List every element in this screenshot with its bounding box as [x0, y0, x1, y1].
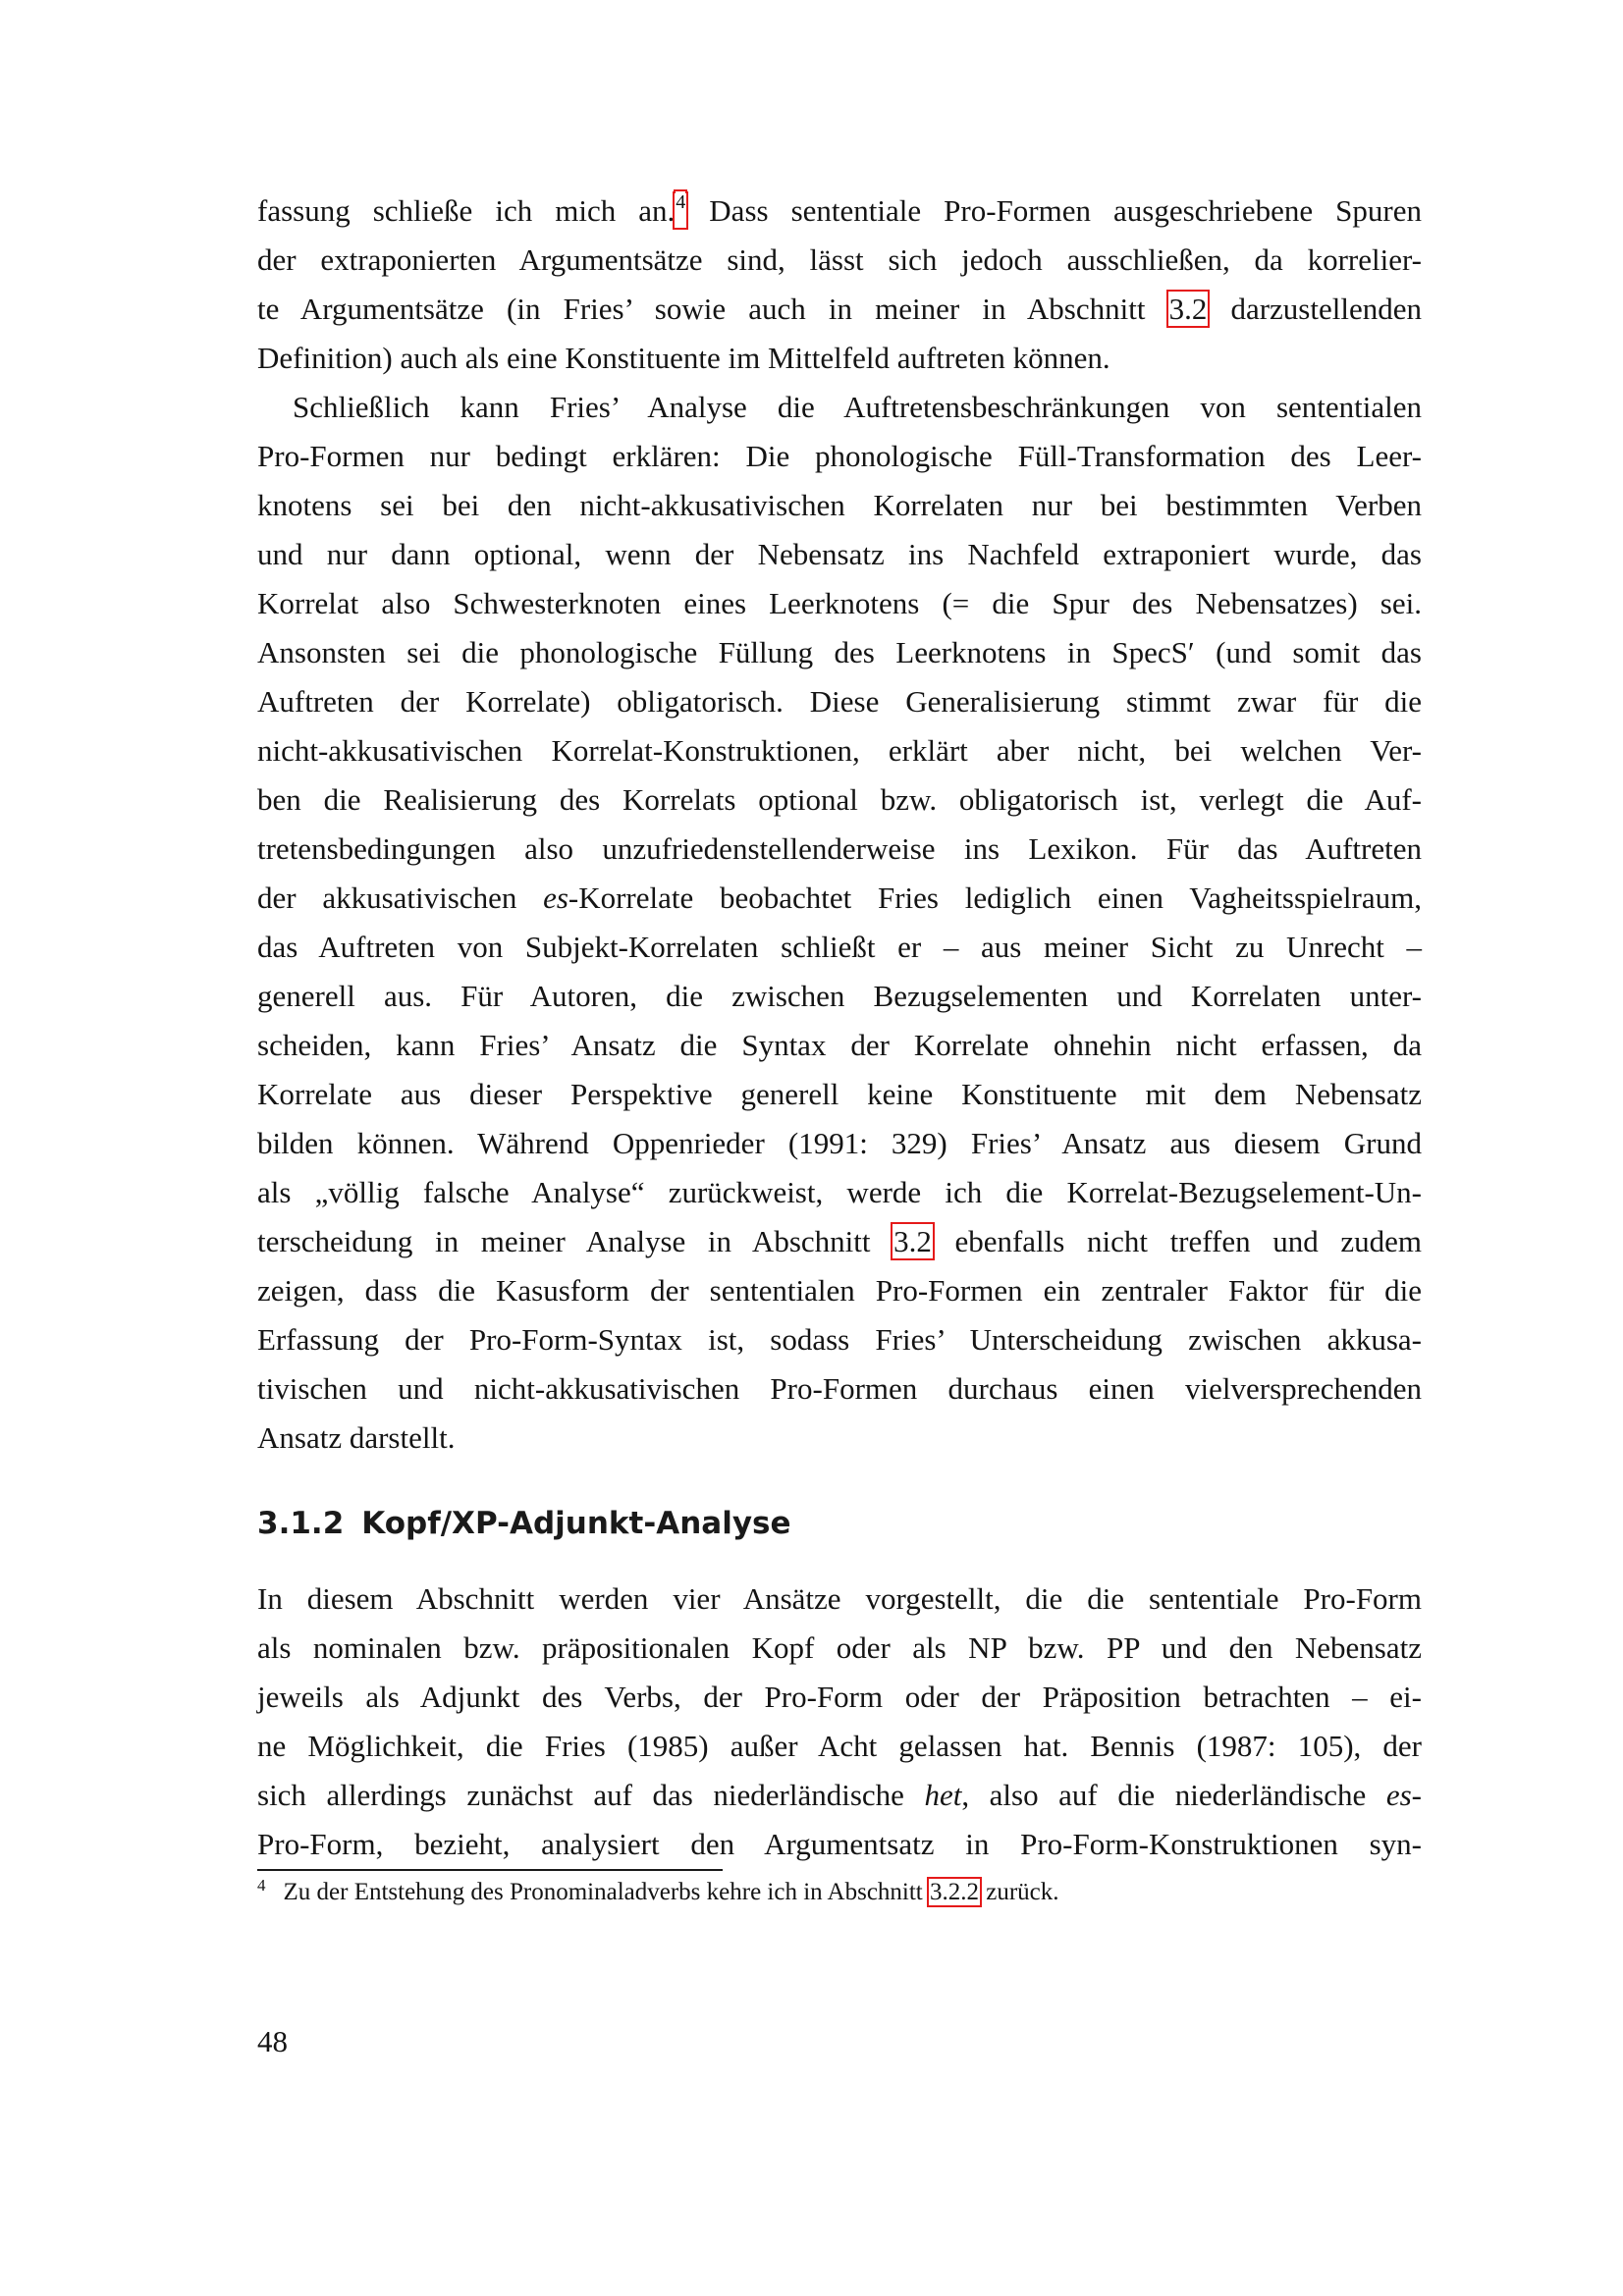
text-line: als nominalen bzw. präpositionalen Kopf oder als NP bzw. PP und den Nebensatz	[257, 1630, 1422, 1665]
text-line: zeigen, dass die Kasusform der sententialen Pro-Formen ein zentraler Faktor für die	[257, 1273, 1422, 1308]
footnote-number: 4	[257, 1876, 266, 1895]
text-line: nicht-akkusativischen Korrelat-Konstruktionen, erklärt aber nicht, bei welchen Ver-	[257, 733, 1422, 768]
text-line: generell aus. Für Autoren, die zwischen Bezugselementen und Korrelaten unter-	[257, 979, 1422, 1013]
footnote-separator	[257, 1869, 723, 1871]
text-line: terscheidung in meiner Analyse in Abschnitt 3.2 ebenfalls nicht treffen und zudem	[257, 1224, 1422, 1258]
text-line: der akkusativischen es-Korrelate beobachtet Fries lediglich einen Vagheitsspielraum,	[257, 881, 1422, 915]
text-line: jeweils als Adjunkt des Verbs, der Pro-Form oder der Präposition betrachten – ei-	[257, 1680, 1422, 1714]
section-title: Kopf/XP-Adjunkt-Analyse	[361, 1506, 791, 1541]
text-line: Ansonsten sei die phonologische Füllung des Leerknotens in SpecS′ (und somit das	[257, 635, 1422, 669]
text-line: sich allerdings zunächst auf das niederländische het, also auf die niederländische es-	[257, 1778, 1422, 1812]
text-line: te Argumentsätze (in Fries’ sowie auch in meiner in Abschnitt 3.2 darzustellenden	[257, 292, 1422, 326]
text-line: fassung schließe ich mich an.$^4$ Dass sententiale Pro-Formen ausgeschriebene Spuren	[257, 191, 1422, 228]
footnote-reference-link[interactable]: 4	[675, 193, 686, 228]
text-line: der extraponierten Argumentsätze sind, lässt sich jedoch ausschließen, da korrelier-	[257, 242, 1422, 277]
text-line: ne Möglichkeit, die Fries (1985) außer Acht gelassen hat. Bennis (1987: 105), der	[257, 1729, 1422, 1763]
text-line: ben die Realisierung des Korrelats optional bzw. obligatorisch ist, verlegt die Auf-	[257, 782, 1422, 817]
page-number: 48	[257, 2024, 288, 2058]
section-cross-reference-link[interactable]: 3.2	[893, 1224, 932, 1258]
section-cross-reference-link[interactable]: 3.2.2	[930, 1879, 980, 1905]
section-heading	[257, 1504, 791, 1543]
text-line: Pro-Formen nur bedingt erklären: Die phonologische Füll-Transformation des Leer-	[257, 439, 1422, 473]
section-cross-reference-link[interactable]: 3.2	[1168, 292, 1208, 326]
text-line: In diesem Abschnitt werden vier Ansätze vorgestellt, die die sententiale Pro-Form	[257, 1581, 1422, 1616]
text-line: knotens sei bei den nicht-akkusativischen Korrelaten nur bei bestimmten Verben	[257, 488, 1422, 522]
footnote: $^4$ Zu der Entstehung des Pronominaladverbs kehre ich in Abschnitt 3.2.2 zurück.	[257, 1876, 1059, 1905]
text-line: Ansatz darstellt.	[257, 1420, 456, 1455]
text-line: Auftreten der Korrelate) obligatorisch. Diese Generalisierung stimmt zwar für die	[257, 684, 1422, 719]
text-line: tivischen und nicht-akkusativischen Pro-Formen durchaus einen vielversprechenden	[257, 1371, 1422, 1406]
text-line: und nur dann optional, wenn der Nebensatz ins Nachfeld extraponiert wurde, das	[257, 537, 1422, 571]
section-number: 3.1.2	[257, 1506, 345, 1541]
text-line: Korrelat also Schwesterknoten eines Leerknotens (= die Spur des Nebensatzes) sei.	[257, 586, 1422, 620]
text-line: scheiden, kann Fries’ Ansatz die Syntax der Korrelate ohnehin nicht erfassen, da	[257, 1028, 1422, 1062]
text-line: bilden können. Während Oppenrieder (1991: 329) Fries’ Ansatz aus diesem Grund	[257, 1126, 1422, 1160]
text-line: das Auftreten von Subjekt-Korrelaten schließt er – aus meiner Sicht zu Unrecht –	[257, 930, 1422, 964]
text-line: Schließlich kann Fries’ Analyse die Auftretensbeschränkungen von sententialen	[293, 390, 1422, 424]
text-line: tretensbedingungen also unzufriedenstellenderweise ins Lexikon. Für das Auftreten	[257, 831, 1422, 866]
text-line: Korrelate aus dieser Perspektive generell keine Konstituente mit dem Nebensatz	[257, 1077, 1422, 1111]
text-line: als „völlig falsche Analyse“ zurückweist, werde ich die Korrelat-Bezugselement-Un-	[257, 1175, 1422, 1209]
text-line: Definition) auch als eine Konstituente im Mittelfeld auftreten können.	[257, 341, 1110, 375]
text-line: Pro-Form, bezieht, analysiert den Argumentsatz in Pro-Form-Konstruktionen syn-	[257, 1827, 1422, 1861]
text-line: Erfassung der Pro-Form-Syntax ist, sodass Fries’ Unterscheidung zwischen akkusa-	[257, 1322, 1422, 1357]
